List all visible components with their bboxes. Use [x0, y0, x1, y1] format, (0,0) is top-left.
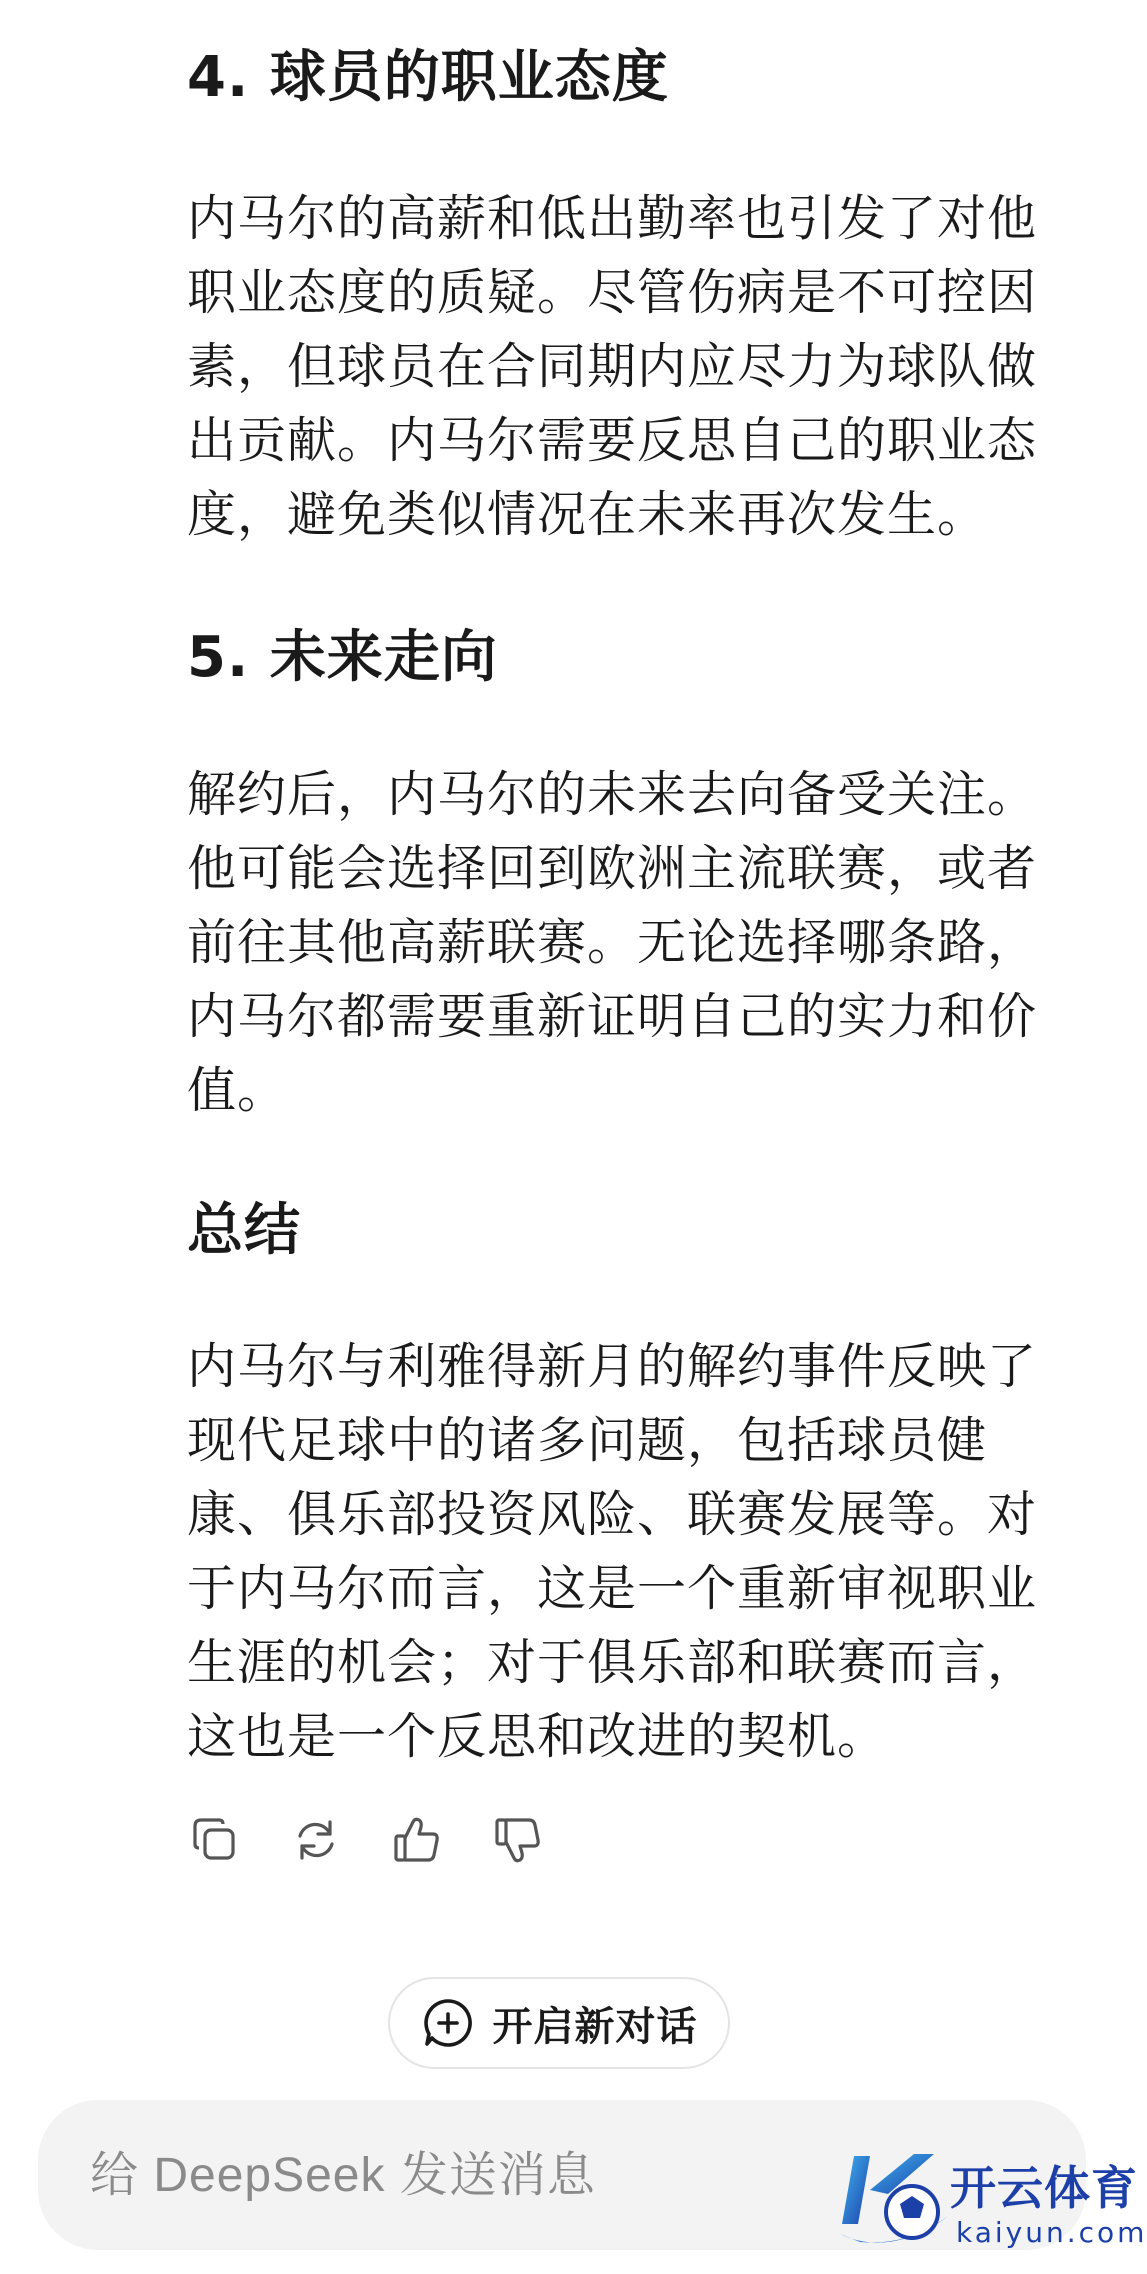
like-button[interactable] [389, 1812, 445, 1868]
paragraph-line: 内马尔都需要重新证明自己的实力和价 [187, 988, 1038, 1045]
paragraph-line: 职业态度的质疑。尽管伤病是不可控因 [187, 264, 1038, 321]
watermark-logo [830, 2146, 1147, 2264]
paragraph-line: 这也是一个反思和改进的契机。 [187, 1708, 888, 1765]
copy-icon [189, 1814, 241, 1866]
paragraph-line: 康、俱乐部投资风险、联赛发展等。对 [187, 1486, 1038, 1543]
paragraph-line: 度，避免类似情况在未来再次发生。 [187, 486, 988, 543]
chat-plus-icon [421, 1996, 475, 2050]
message-actions [187, 1812, 546, 1868]
thumbs-down-icon [492, 1814, 544, 1866]
thumbs-up-icon [391, 1814, 443, 1866]
section-paragraph [187, 182, 1037, 552]
copy-button[interactable] [187, 1812, 243, 1868]
paragraph-line: 生涯的机会；对于俱乐部和联赛而言， [187, 1634, 1038, 1691]
paragraph-line: 解约后，内马尔的未来去向备受关注。 [187, 766, 1038, 823]
paragraph-line: 他可能会选择回到欧洲主流联赛，或者 [187, 840, 1038, 897]
paragraph-line: 出贡献。内马尔需要反思自己的职业态 [187, 412, 1038, 469]
new-chat-button[interactable] [388, 1977, 730, 2069]
section-paragraph [187, 758, 1037, 1128]
paragraph-line: 内马尔的高薪和低出勤率也引发了对他 [187, 190, 1038, 247]
regenerate-icon [290, 1814, 342, 1866]
section-heading: 5. 未来走向 [187, 625, 498, 690]
regenerate-button[interactable] [288, 1812, 344, 1868]
watermark-subtitle: kaiyun.com [956, 2216, 1147, 2249]
paragraph-line: 内马尔与利雅得新月的解约事件反映了 [187, 1338, 1038, 1395]
new-chat-label: 开启新对话 [492, 2003, 698, 2050]
watermark-title: 开云体育 [950, 2161, 1138, 2215]
paragraph-line: 现代足球中的诸多问题，包括球员健 [187, 1412, 988, 1469]
section-heading: 4. 球员的职业态度 [187, 45, 669, 110]
paragraph-line: 前往其他高薪联赛。无论选择哪条路， [187, 914, 1038, 971]
paragraph-line: 于内马尔而言，这是一个重新审视职业 [187, 1560, 1038, 1617]
paragraph-line: 素，但球员在合同期内应尽力为球队做 [187, 338, 1038, 395]
paragraph-line: 值。 [187, 1062, 288, 1119]
dislike-button[interactable] [490, 1812, 546, 1868]
summary-heading: 总结 [187, 1198, 301, 1263]
message-input[interactable] [88, 2147, 792, 2204]
summary-paragraph [187, 1330, 1037, 1774]
kaiyun-logo-icon [830, 2146, 960, 2264]
